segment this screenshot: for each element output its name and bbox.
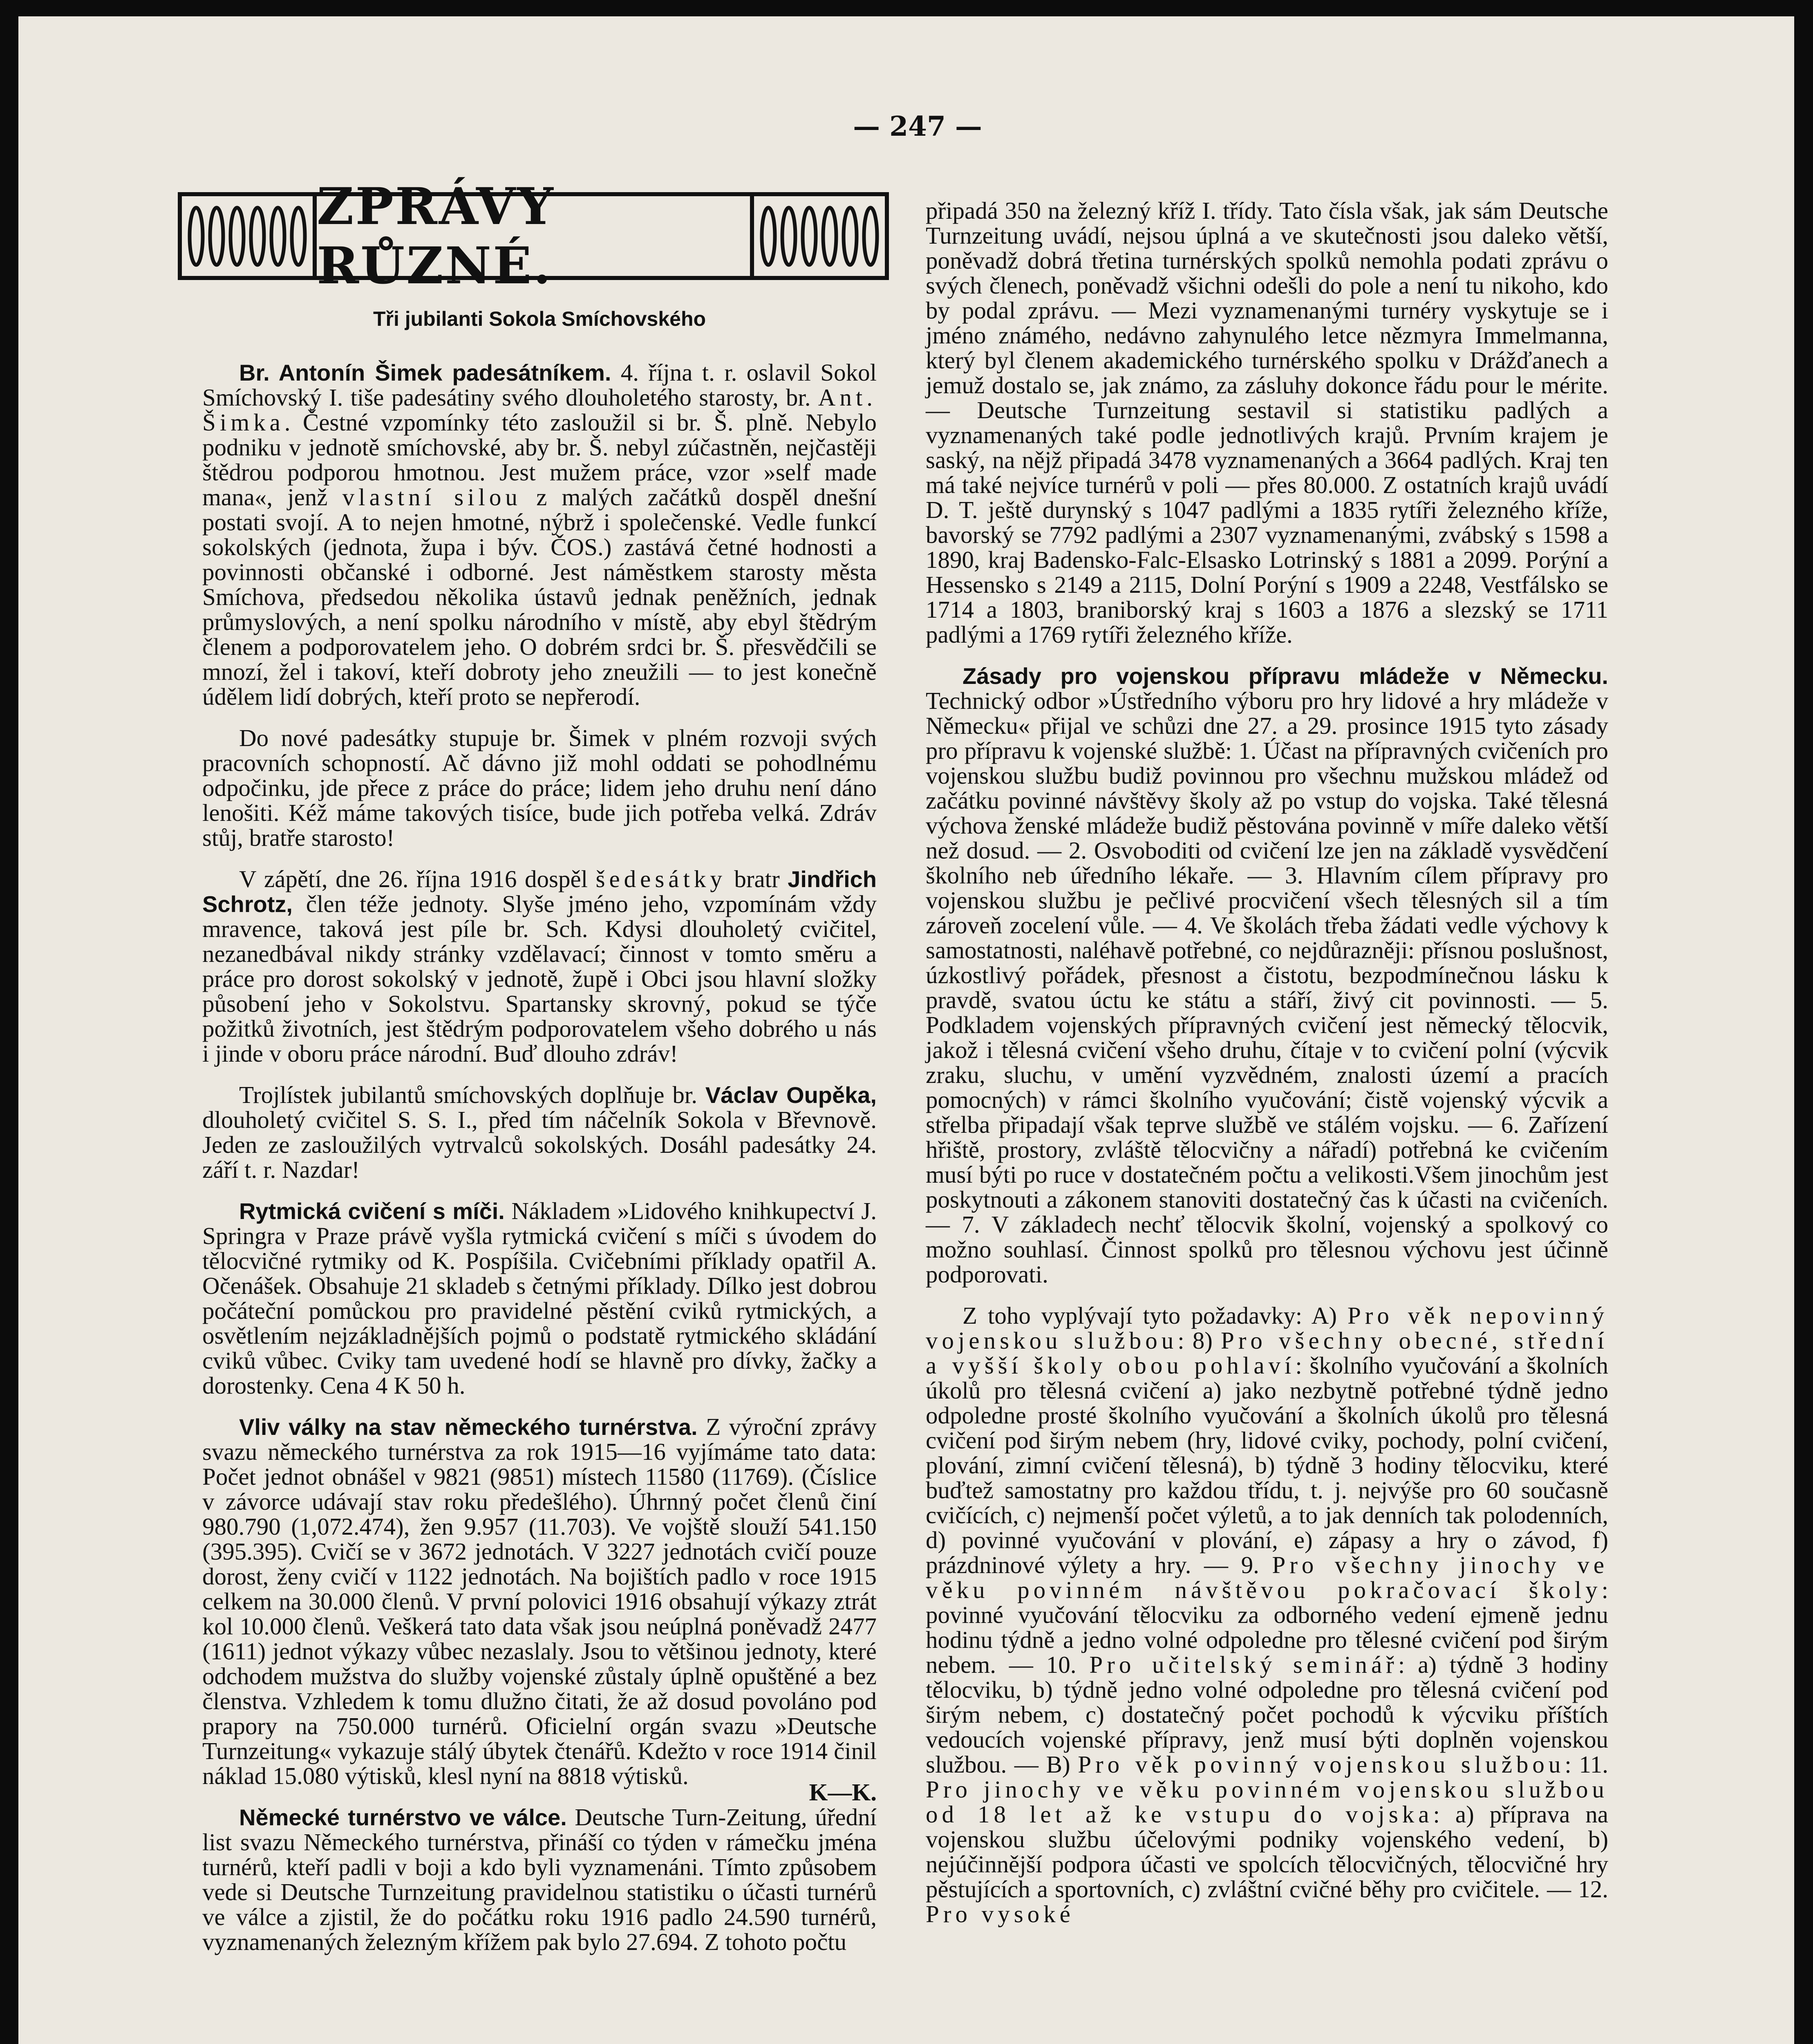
section-title: ZPRÁVY RŮZNÉ. — [313, 196, 754, 276]
page-number: — 247 — — [853, 110, 982, 142]
article-lead: Vliv války na stav německého turnérstva. — [239, 1414, 698, 1440]
article-paragraph: Z toho vyplývají tyto požadavky: A) Pro věk nepovinný vojenskou službou: 8) Pro všechny obecné, střední a vyšší školy obou pohlaví: školního vyučování a školních úkolů pro tělesná cvičení a) jako nezbytně potřebné týdně jedno odpoledne prosté školního vyučování a školních úkolů pro tělesná cvičení pod širým nebem (hry, lidové cviky, pochody, polní cvičení, plování, zimní cvičení tělesná), b) týdně 3 hodiny tělocviku, které buďtež samostatny pro každou třídu, t. j. nejvýše pro 60 současně cvičících, c) nejmenší počet výletů, a to jak denních tak polodenních, d) povinné vyučování v plování, e) zápasy a hry o závod, f) prázdninové výlety a hry. — 9. Pro všechny jinochy ve věku povinném návštěvou pokračovací školy: povinné vyučování tělocviku za odborného vedení ejmeně jednu hodinu týdně a jedno volné odpoledne pro tělesné cvičení pod širým nebem. — 10. Pro učitelský seminář: a) týdně 3 hodiny tělocviku, b) týdně jedno volné odpoledne pro tělesná cvičení pod širým nebem, c) dostatečný počet pochodů k výcviku příštích vedoucích vojenské přípravy, jenž musí býti doplněn vojenskou službou. — B) Pro věk povinný vojenskou službou: 11. Pro jinochy ve věku povinném vojenskou službou od 18 let až ke vstupu do vojska: a) příprava na vojenskou službu účelovými podniky vojenského vedení, b) nejúčinnější podpora účasti ve spolcích tělocvičných, tělocvičné hry pěstujících a sportovních, c) zvláštní cvičné běhy pro cvičitele. — 12. Pro vysoké — [926, 1302, 1608, 1927]
article-paragraph: Zásady pro vojenskou přípravu mládeže v Německu. Technický odbor »Ústředního výboru pro hry lidové a hry mládeže v Německu« přijal ve schůzi dne 27. a 29. prosince 1915 tyto zásady pro přípravu k vojenské službě: 1. Účast na přípravných cvičeních pro vojenskou službu budiž povinnou pro všechnu mužskou mládež od začátku povinné návštěvy školy až po vstup do vojska. Také tělesná výchova ženské mládeže budiž pěstována povinně v míře daleko větší než dosud. — 2. Osvoboditi od cvičení lze jen na základě vysvědčení školního neb úředního lékaře. — 3. Hlavním cílem přípravy pro vojenskou službu je pečlivé procvičení všech tělesných sil a tím zároveň zocelení vůle. — 4. Ve školách třeba žádati vedle výchovy k samostatnosti, naléhavě potřebné, co nejdůrazněji: přísnou poslušnost, úzkostlivý pořádek, přesnost a čistotu, bezpodmínečnou lásku k pravdě, svatou úctu ke státu a stáří, živý cit povinnosti. — 5. Podkladem vojenských přípravných cvičení jest německý tělocvik, jakož i tělesná cvičení všeho druhu, čítaje v to cvičení polní (výcvik zraku, sluchu, v umění vyzvědném, znalosti území a pracích pomocných) v rámci školního vyučování; čistě vojenský výcvik a střelba připadají však teprve službě ve stálém vojsku. — 6. Zařízení hřiště, prostory, zvláště tělocvičny a nářadí) potřebná ke cvičením musí býti po ruce v dostatečném počtu a velikosti.Všem jinochům jest poskytnouti a zákonem stanoviti dostatečný čas k účasti na cvičeních. — 7. V základech nechť tělocvik školní, vojenský a spolkový co možno souhlasí. Činnost spolků pro tělesnou výchovu jest účinně podporovati. — [926, 663, 1608, 1288]
article-lead: Zásady pro vojenskou přípravu mládeže v Německu. — [962, 663, 1608, 689]
article-paragraph: Br. Antonín Šimek padesátníkem. 4. října t. r. oslavil Sokol Smíchovský I. tiše padesátiny svého dlouholetého starosty, br. Ant. Šimka. Čestné vzpomínky této zasloužil si br. Š. plně. Nebylo podniku v jednotě smíchovské, aby br. Š. nebyl zúčastněn, nejčastěji štědrou podporou hmotnou. Jest mužem práce, vzor »self made mana«, jenž vlastní silou z malých začátků dospěl dnešní postati svojí. A to nejen hmotné, nýbrž i společenské. Vedle funkcí sokolských (jednota, župa i býv. ČOS.) zastává četné hodnosti a povinnosti občanské i odborné. Jest náměstkem starosty města Smíchova, předsedou několika ústavů jednak peněžních, jednak průmyslových, a není spolku národního v místě, aby ebyl štědrým členem a podporovatelem jeho. O dobrém srdci br. Š. přesvědčili se mnozí, žel i takoví, kteří dobroty jeho zneužili — to jest konečně údělem lidí dobrých, kteří proto se nepřerodí. — [202, 359, 877, 710]
article-paragraph: připadá 350 na železný kříž I. třídy. Tato čísla však, jak sám Deutsche Turnzeitung uvádí, nejsou úplná a ve skutečnosti jsou daleko větší, poněvadž dobrá třetina turnérských spolků nemohla podati zprávu o svých členech, poněvadž všichni odešli do pole a není tu nikoho, kdo by podal zprávu. — Mezi vyznamenanými turnéry vyskytuje se i jméno známého, nedávno zahynulého letce nězmyra Immelmanna, který byl členem akademického turnérského spolku v Drážďanech a jemuž dostalo se, jak známo, za zásluhy dokonce řádu pour le mérite. — Deutsche Turnzeitung sestavil si statistiku padlých a vyznamenaných také podle jednotlivých krajů. Prvním krajem je saský, na nějž připadá 3478 vyznamenaných a 3664 padlých. Kraj ten má také nejvíce turnérů v poli — přes 80.000. Z ostatních krajů uvádí D. T. ještě durynský s 1047 padlými a 1835 rytíři železného kříže, bavorský se 7792 padlými a 2307 vyznamenanými, zvábský s 1598 a 1890, kraj Badensko-Falc-Elsasko Lotrinský s 1881 a 2099. Porýní a Hessensko s 2149 a 2115, Dolní Porýní s 1909 a 2248, Vestfálsko se 1714 a 1803, braniborský kraj s 1603 a 1876 a slezský se 1711 padlými a 1769 rytíři železného kříže. — [926, 197, 1608, 648]
right-column — [926, 198, 1608, 1943]
ornament-right-icon — [754, 196, 885, 276]
section-banner — [178, 177, 889, 296]
article-paragraph: V zápětí, dne 26. října 1916 dospěl šedesátky bratr Jindřich Schrotz, člen téže jednoty. Slyše jméno jeho, vzpomínám vždy mravence, taková jest píle br. Sch. Kdysi dlouholetý cvičitel, nezanedbával nikdy stránky vzdělavací; činnost v tomto směru a práce pro dorost sokolský v jednotě, župě i Obci jsou hlavní složky působení jeho v Sokolstvu. Spartansky skrovný, pokud se týče požitků životních, jest štědrým podporovatelem všeho dobrého u nás i jinde v oboru práce národní. Buď dlouho zdráv! — [202, 865, 877, 1067]
article-lead: Rytmická cvičení s míči. — [239, 1198, 505, 1224]
article-paragraph: Do nové padesátky stupuje br. Šimek v plném rozvoji svých pracovních schopností. Ač dávno již mohl oddati se pohodlnému odpočinku, jde přece z práce do práce; lidem jeho druhu není dáno lenošiti. Kéž máme takových tisíce, bude jich potřeba velká. Zdráv stůj, bratře starosto! — [202, 724, 877, 851]
article-paragraph: Trojlístek jubilantů smíchovských doplňuje br. Václav Oupěka, dlouholetý cvičitel S. S. I., před tím náčelník Sokola v Břevnově. Jeden ze zasloužilých vytrvalců sokolských. Dosáhl padesátky 24. září t. r. Nazdar! — [202, 1081, 877, 1183]
article-paragraph: Německé turnérstvo ve válce. Deutsche Turn-Zeitung, úřední list svazu Německého turnérstva, přináší co týden v rámečku jména turnérů, kteří padli v boji a kdo byli vyznamenáni. Tímto způsobem vede si Deutsche Turnzeitung pravidelnou statistiku o účasti turnérů ve válce a zjistil, že do počátku roku 1916 padlo 24.590 turnérů, vyznamenaných železným křížem pak bylo 27.694. Z tohoto počtu — [202, 1804, 877, 1955]
left-column — [202, 278, 877, 1971]
article-lead: Br. Antonín Šimek padesátníkem. — [239, 360, 611, 385]
article-signature: K—K. — [809, 1779, 877, 1806]
article-paragraph: Vliv války na stav německého turnérstva. Z výroční zprávy svazu německého turnérstva za rok 1915—16 vyjímáme tato data: Počet jednot obnášel v 9821 (9851) místech 11580 (11769). (Číslice v závorce udávají stav roku předešlého). Úhrnný počet členů činí 980.790 (1,072.474), žen 9.957 (11.703). Ve vojště slouží 541.150 (395.395). Cvičí se v 3672 jednotách. V 3227 jednotách cvičí pouze dorost, ženy cvičí v 1122 jednotách. Na bojištích padlo v roce 1915 celkem na 30.000 členů. V první polovici 1916 obsahují výkazy ztrát kol 10.000 členů. Veškerá tato data však jsou neúplná poněvadž 2477 (1611) jednot výkazy vůbec nezaslaly. Jsou to většinou jednoty, které odchodem mužstva do služby vojenské zůstaly úplně opuštěné a bez členstva. Vzhledem k tomu dlužno čitati, že až dosud povoláno pod prapory na 750.000 turnérů. Oficielní orgán svazu »Deutsche Turnzeitung« vykazuje stálý úbytek čtenářů. Kdežto v roce 1914 činil náklad 15.080 výtisků, klesl nyní na 8818 výtisků. — [202, 1413, 877, 1789]
newspaper-page — [18, 16, 1794, 2044]
article-paragraph: Rytmická cvičení s míči. Nákladem »Lidového knihkupectví J. Springra v Praze právě vyšla rytmická cvičení s míči s úvodem do tělocvičné rytmiky od K. Pospíšila. Cvičebními příklady opatřil A. Očenášek. Obsahuje 21 skladeb s četnými příklady. Dílko jest dobrou počáteční pomůckou pro pravidelné pěstění cviků rytmických, a osvětlením nejzákladnějších pojmů o podstatě rytmického skládání cviků vůbec. Cviky tam uvedené hodí se hlavně pro dívky, žačky a dorostenky. Cena 4 K 50 h. — [202, 1197, 877, 1399]
article-subheading: Tři jubilanti Sokola Smíchovského — [373, 307, 706, 330]
article-lead: Německé turnérstvo ve válce. — [239, 1804, 567, 1830]
ornament-left-icon — [182, 196, 313, 276]
